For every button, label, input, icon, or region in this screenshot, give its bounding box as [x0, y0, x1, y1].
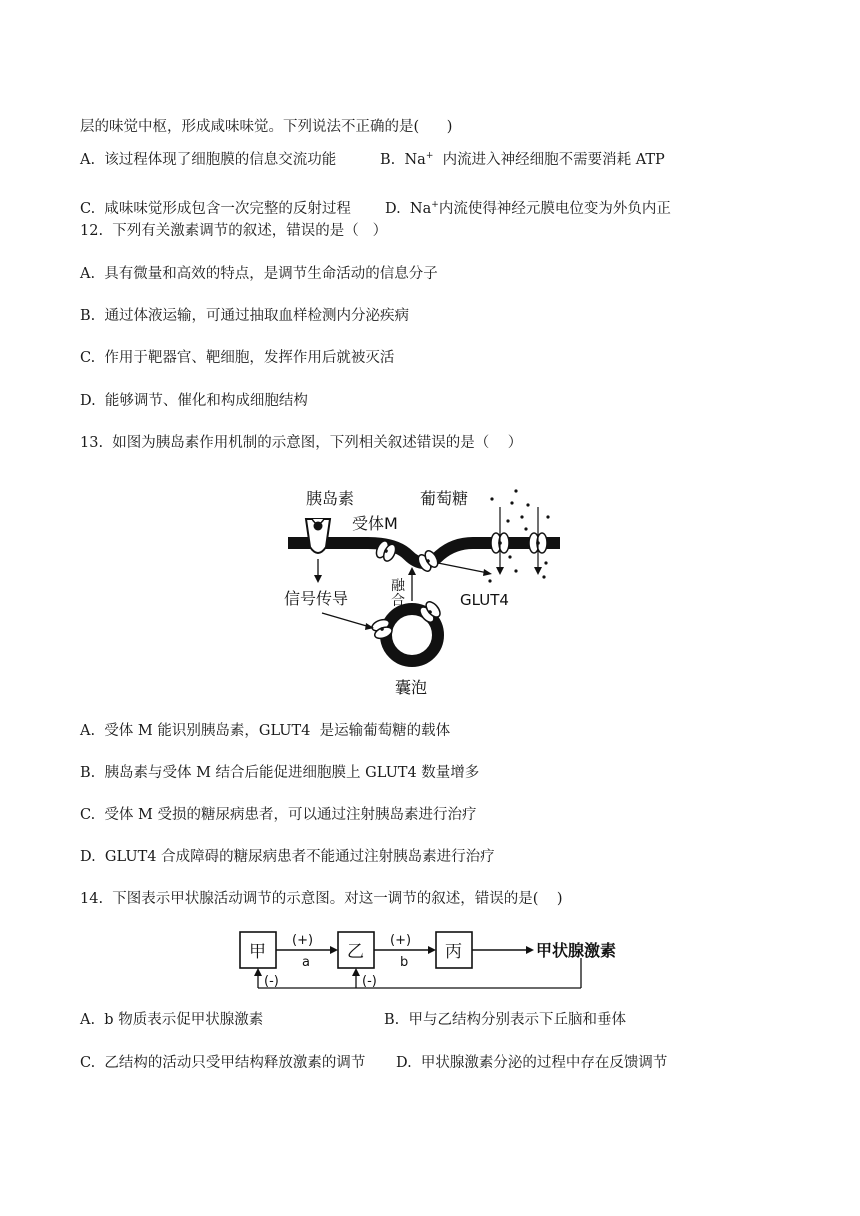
label-b: b — [400, 955, 409, 970]
q13-option-b: B. 胰岛素与受体 M 结合后能促进细胞膜上 GLUT4 数量增多 — [80, 765, 480, 781]
q12-stem: 12. 下列有关激素调节的叙述，错误的是（ ） — [80, 223, 388, 239]
q12-option-c: C. 作用于靶器官、靶细胞，发挥作用后就被灭活 — [80, 350, 395, 366]
signal-label: 信号传导 — [284, 589, 349, 608]
insulin-label: 胰岛素 — [306, 489, 355, 508]
q11-option-d-pre: D. Na — [385, 201, 432, 217]
q12-option-d: D. 能够调节、催化和构成细胞结构 — [80, 393, 308, 409]
q14-option-c: C. 乙结构的活动只受甲结构释放激素的调节 — [80, 1055, 366, 1071]
vesicle-label: 囊泡 — [395, 678, 428, 697]
q13-option-a: A. 受体 M 能识别胰岛素，GLUT4 是运输葡萄糖的载体 — [80, 723, 451, 739]
q11-option-d — [385, 199, 671, 219]
q11-stem-tail: 层的味觉中枢，形成咸味味觉。下列说法不正确的是( ) — [80, 119, 453, 135]
q14-stem: 14. 下图表示甲状腺活动调节的示意图。对这一调节的叙述，错误的是( ) — [80, 891, 563, 907]
label-a: a — [302, 955, 310, 970]
q14-option-a: A. b 物质表示促甲状腺激素 — [80, 1012, 264, 1028]
q13-stem: 13. 如图为胰岛素作用机制的示意图，下列相关叙述错误的是（ ） — [80, 435, 523, 451]
q11-option-b-sup: + — [425, 151, 434, 162]
glucose-label: 葡萄糖 — [420, 489, 469, 508]
plus-b: (+) — [390, 933, 412, 948]
box-jia-label: 甲 — [249, 942, 266, 962]
insulin-mechanism-diagram — [278, 477, 578, 707]
minus-yi: (-) — [362, 974, 377, 989]
glut4-label: GLUT4 — [460, 591, 509, 609]
fusion-label-1: 融 — [391, 578, 405, 594]
thyroid-regulation-diagram — [236, 928, 636, 998]
q13-option-c: C. 受体 M 受损的糖尿病患者，可以通过注射胰岛素进行治疗 — [80, 807, 477, 823]
q14-option-b: B. 甲与乙结构分别表示下丘脑和垂体 — [384, 1012, 626, 1028]
q11-option-a: A. 该过程体现了细胞膜的信息交流功能 — [80, 152, 337, 168]
q11-option-b — [380, 150, 665, 170]
q14-option-d: D. 甲状腺激素分泌的过程中存在反馈调节 — [396, 1055, 668, 1071]
receptor-m-label: 受体M — [352, 514, 398, 533]
plus-a: (+) — [292, 933, 314, 948]
q13-option-d: D. GLUT4 合成障碍的糖尿病患者不能通过注射胰岛素进行治疗 — [80, 849, 495, 865]
box-yi-label: 乙 — [347, 942, 364, 962]
thyroid-hormone-label: 甲状腺激素 — [536, 941, 617, 960]
q11-option-d-sup: + — [431, 200, 439, 211]
q11-option-b-post: 内流进入神经细胞不需要消耗 ATP — [433, 152, 665, 168]
q11-option-d-post: 内流使得神经元膜电位变为外负内正 — [438, 201, 671, 217]
q11-option-b-pre: B. Na — [380, 152, 426, 168]
box-bing-label: 丙 — [445, 942, 462, 962]
minus-jia: (-) — [264, 974, 279, 989]
q12-option-a: A. 具有微量和高效的特点，是调节生命活动的信息分子 — [80, 266, 438, 282]
q12-option-b: B. 通过体液运输，可通过抽取血样检测内分泌疾病 — [80, 308, 409, 324]
q11-option-c: C. 咸味味觉形成包含一次完整的反射过程 — [80, 201, 351, 217]
fusion-label-2: 合 — [391, 593, 405, 609]
insulin-molecule — [314, 522, 323, 531]
